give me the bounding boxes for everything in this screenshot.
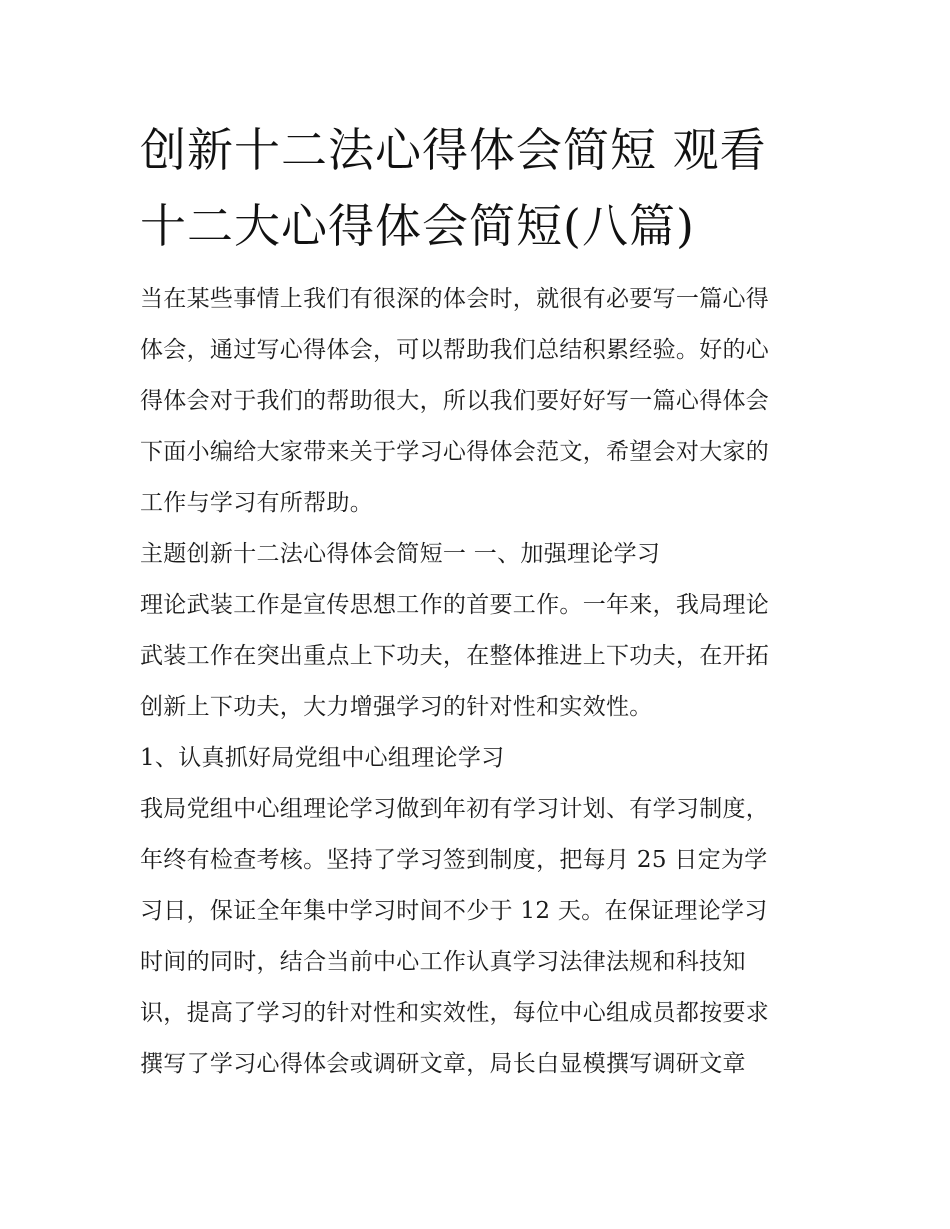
- body-line: 当在某些事情上我们有很深的体会时，就很有必要写一篇心得: [140, 286, 770, 312]
- body-line: 年终有检查考核。坚持了学习签到制度，把每月 25 日定为学: [140, 847, 768, 873]
- body-line: 理论武装工作是宣传思想工作的首要工作。一年来，我局理论: [140, 592, 770, 618]
- body-line: 撰写了学习心得体会或调研文章，局长白显模撰写调研文章: [140, 1051, 746, 1077]
- title-line: 创新十二法心得体会简短 观看: [140, 123, 767, 177]
- body-line: 创新上下功夫，大力增强学习的针对性和实效性。: [140, 694, 653, 720]
- body-line: 我局党组中心组理论学习做到年初有学习计划、有学习制度，: [140, 796, 770, 822]
- document-page: [140, 112, 812, 1090]
- body-line: 下面小编给大家带来关于学习心得体会范文，希望会对大家的: [140, 439, 770, 465]
- body-line: 时间的同时，结合当前中心工作认真学习法律法规和科技知: [140, 949, 746, 975]
- body-line: 工作与学习有所帮助。: [140, 490, 373, 516]
- body-line: 识，提高了学习的针对性和实效性，每位中心组成员都按要求: [140, 1000, 770, 1026]
- title-line: 十二大心得体会简短(八篇): [140, 199, 695, 253]
- body-line: 得体会对于我们的帮助很大，所以我们要好好写一篇心得体会: [140, 388, 770, 414]
- section-heading: 主题创新十二法心得体会简短一 一、加强理论学习: [140, 541, 661, 567]
- body-line: 武装工作在突出重点上下功夫，在整体推进上下功夫，在开拓: [140, 643, 770, 669]
- body-line: 体会，通过写心得体会，可以帮助我们总结积累经验。好的心: [140, 337, 770, 363]
- document-body: [140, 274, 812, 1090]
- body-line: 习日，保证全年集中学习时间不少于 12 天。在保证理论学习: [140, 898, 768, 924]
- subsection-heading: 1、认真抓好局党组中心组理论学习: [140, 745, 505, 771]
- document-title: [140, 112, 812, 264]
